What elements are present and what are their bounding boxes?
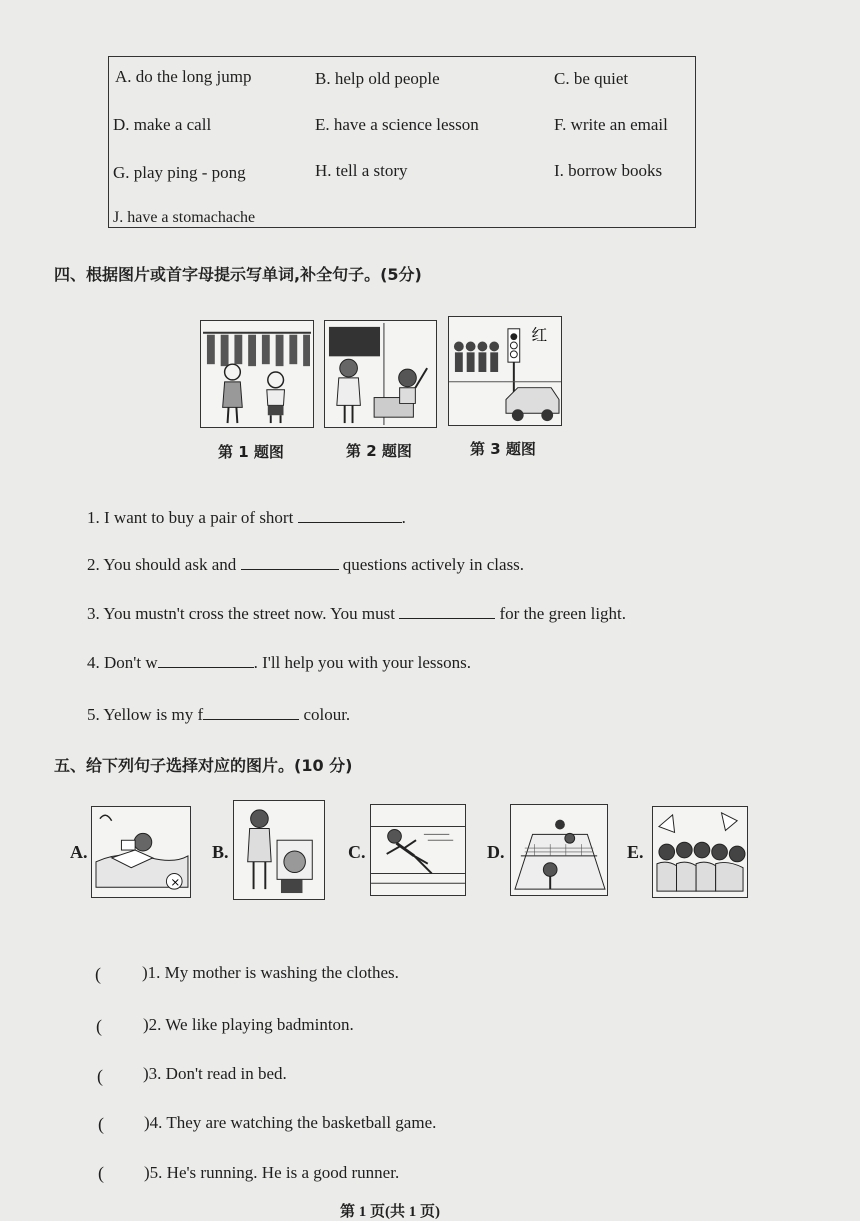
answer-paren[interactable]: ( <box>96 1016 102 1036</box>
question-text: 1. I want to buy a pair of short <box>87 508 298 527</box>
answer-blank[interactable] <box>203 705 299 720</box>
question-text: 2. You should ask and <box>87 555 241 574</box>
question-text: . I'll help you with your lessons. <box>253 653 472 672</box>
picture-letter-b: B. <box>212 842 229 862</box>
section-5-title: 五、给下列句子选择对应的图片。(10 分) <box>54 756 353 775</box>
caption-q2: 第 2 题图 <box>346 442 412 460</box>
picture-e <box>652 806 748 898</box>
word-bank-box <box>108 56 696 228</box>
sentence-number: )1. <box>142 963 161 982</box>
question-4-2 <box>87 555 524 575</box>
option-a: A. do the long jump <box>115 67 252 86</box>
picture-letter-a: A. <box>70 842 88 862</box>
question-text: colour. <box>299 705 351 724</box>
question-4-4 <box>87 653 471 673</box>
picture-c <box>370 804 466 896</box>
washing-clothes-picture <box>234 801 324 899</box>
option-j: J. have a stomachache <box>113 209 256 226</box>
sign-red-text: 红 <box>531 325 548 345</box>
answer-paren[interactable]: ( <box>95 964 101 984</box>
question-text: . <box>401 508 406 527</box>
sentence-number: )4. <box>144 1113 163 1132</box>
option-b: B. help old people <box>315 69 440 88</box>
sentence-2 <box>143 1015 354 1035</box>
sentence-3 <box>143 1064 287 1084</box>
question-4-3 <box>87 604 626 624</box>
picture-q3 <box>448 316 562 426</box>
sentence-text: We like playing badminton. <box>165 1015 354 1034</box>
question-text: for the green light. <box>495 604 627 623</box>
picture-b <box>233 800 325 900</box>
picture-letter-d: D. <box>487 842 505 862</box>
sentence-text: He's running. He is a good runner. <box>166 1163 400 1182</box>
sentence-number: )3. <box>143 1064 162 1083</box>
question-text: 5. Yellow is my f <box>87 705 204 724</box>
sentence-number: )2. <box>143 1015 162 1034</box>
question-text: questions actively in class. <box>338 555 525 574</box>
answer-blank[interactable] <box>298 508 402 523</box>
caption-q1: 第 1 题图 <box>218 443 284 461</box>
option-d: D. make a call <box>113 115 212 134</box>
picture-d <box>510 804 608 896</box>
answer-paren[interactable]: ( <box>97 1066 103 1086</box>
picture-q1 <box>200 320 314 428</box>
option-f: F. write an email <box>554 115 668 134</box>
picture-a <box>91 806 191 898</box>
option-c: C. be quiet <box>554 69 629 88</box>
picture-letter-e: E. <box>627 842 644 862</box>
option-g: G. play ping - pong <box>113 163 246 182</box>
watching-game-picture <box>653 807 747 897</box>
clothes-shop-picture <box>201 321 313 427</box>
picture-letter-c: C. <box>348 842 366 862</box>
section-4-title: 四、根据图片或首字母提示写单词,补全句子。(5分) <box>54 265 422 284</box>
answer-blank[interactable] <box>399 604 495 619</box>
sentence-text: My mother is washing the clothes. <box>164 963 399 982</box>
question-4-5 <box>87 705 350 725</box>
sentence-5 <box>144 1163 399 1183</box>
sentence-4 <box>144 1113 436 1133</box>
caption-q3: 第 3 题图 <box>470 440 536 458</box>
option-e: E. have a science lesson <box>315 115 479 134</box>
reading-in-bed-picture <box>92 807 190 897</box>
answer-paren[interactable]: ( <box>98 1163 104 1183</box>
page-footer: 第 1 页(共 1 页) <box>340 1204 440 1220</box>
traffic-light-picture <box>449 317 561 425</box>
sentence-1 <box>142 963 399 983</box>
badminton-picture <box>511 805 607 895</box>
sentence-number: )5. <box>144 1163 163 1182</box>
classroom-picture <box>325 321 436 427</box>
sentence-text: They are watching the basketball game. <box>166 1113 437 1132</box>
question-text: 3. You mustn't cross the street now. You must <box>87 604 400 623</box>
option-i: I. borrow books <box>554 161 663 180</box>
sentence-text: Don't read in bed. <box>165 1064 287 1083</box>
picture-q2 <box>324 320 437 428</box>
question-4-1 <box>87 508 406 528</box>
svg-text:×: × <box>170 875 181 890</box>
running-picture <box>371 805 465 895</box>
answer-blank[interactable] <box>158 653 254 668</box>
answer-blank[interactable] <box>241 555 339 570</box>
option-h: H. tell a story <box>315 161 408 180</box>
answer-paren[interactable]: ( <box>98 1114 104 1134</box>
question-text: 4. Don't w <box>87 653 158 672</box>
